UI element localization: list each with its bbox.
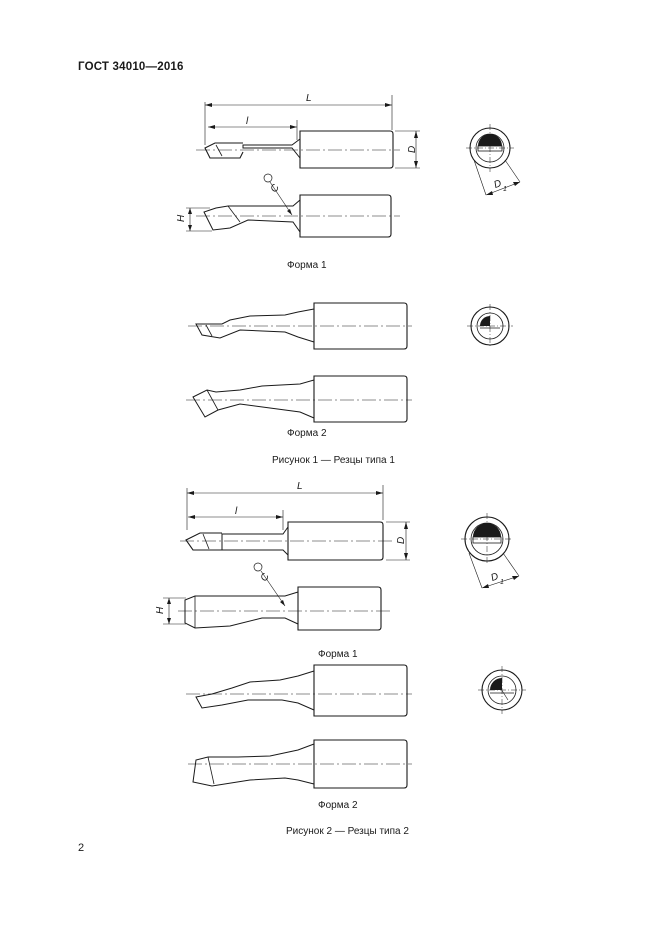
fig1-form1-top-view <box>196 95 420 168</box>
page-number: 2 <box>78 842 85 854</box>
document-header: ГОСТ 34010—2016 <box>78 61 184 73</box>
fig1-dim-L: L <box>306 93 312 104</box>
fig2-dim-C: C <box>258 571 272 584</box>
fig1-dim-D1-sub: 1 <box>503 186 507 193</box>
fig2-form2-label: Форма 2 <box>318 800 358 811</box>
fig2-form1-label: Форма 1 <box>318 649 358 660</box>
fig2-form2-end-view <box>478 666 526 714</box>
fig1-form2-label: Форма 2 <box>287 428 327 439</box>
fig1-dim-l: l <box>246 116 249 127</box>
fig2-dim-l: l <box>235 506 238 517</box>
fig1-form2-side-view <box>186 376 412 422</box>
figure1-caption: Рисунок 1 — Резцы типа 1 <box>272 455 395 466</box>
fig1-dim-H: H <box>176 214 187 222</box>
fig1-form2-end-view <box>467 304 513 348</box>
fig1-dim-D: D <box>407 145 418 153</box>
fig1-form1-label: Форма 1 <box>287 260 327 271</box>
fig1-dim-C: C <box>268 182 282 195</box>
fig2-form1-side-view <box>163 563 392 630</box>
fig2-dim-D1-sub: 1 <box>500 579 504 586</box>
fig2-dim-D1: D <box>489 571 501 585</box>
fig1-dim-D1: D <box>492 178 504 192</box>
fig2-form2-top-view <box>186 665 412 716</box>
figure2-caption: Рисунок 2 — Резцы типа 2 <box>286 826 409 837</box>
fig2-dim-D: D <box>396 536 407 544</box>
fig1-form2-top-view <box>188 303 412 349</box>
fig2-form2-side-view <box>188 740 412 788</box>
fig2-dim-H: H <box>155 606 166 614</box>
fig2-form1-top-view <box>180 485 410 560</box>
fig2-dim-L: L <box>297 481 303 492</box>
fig1-form1-side-view <box>186 174 400 237</box>
